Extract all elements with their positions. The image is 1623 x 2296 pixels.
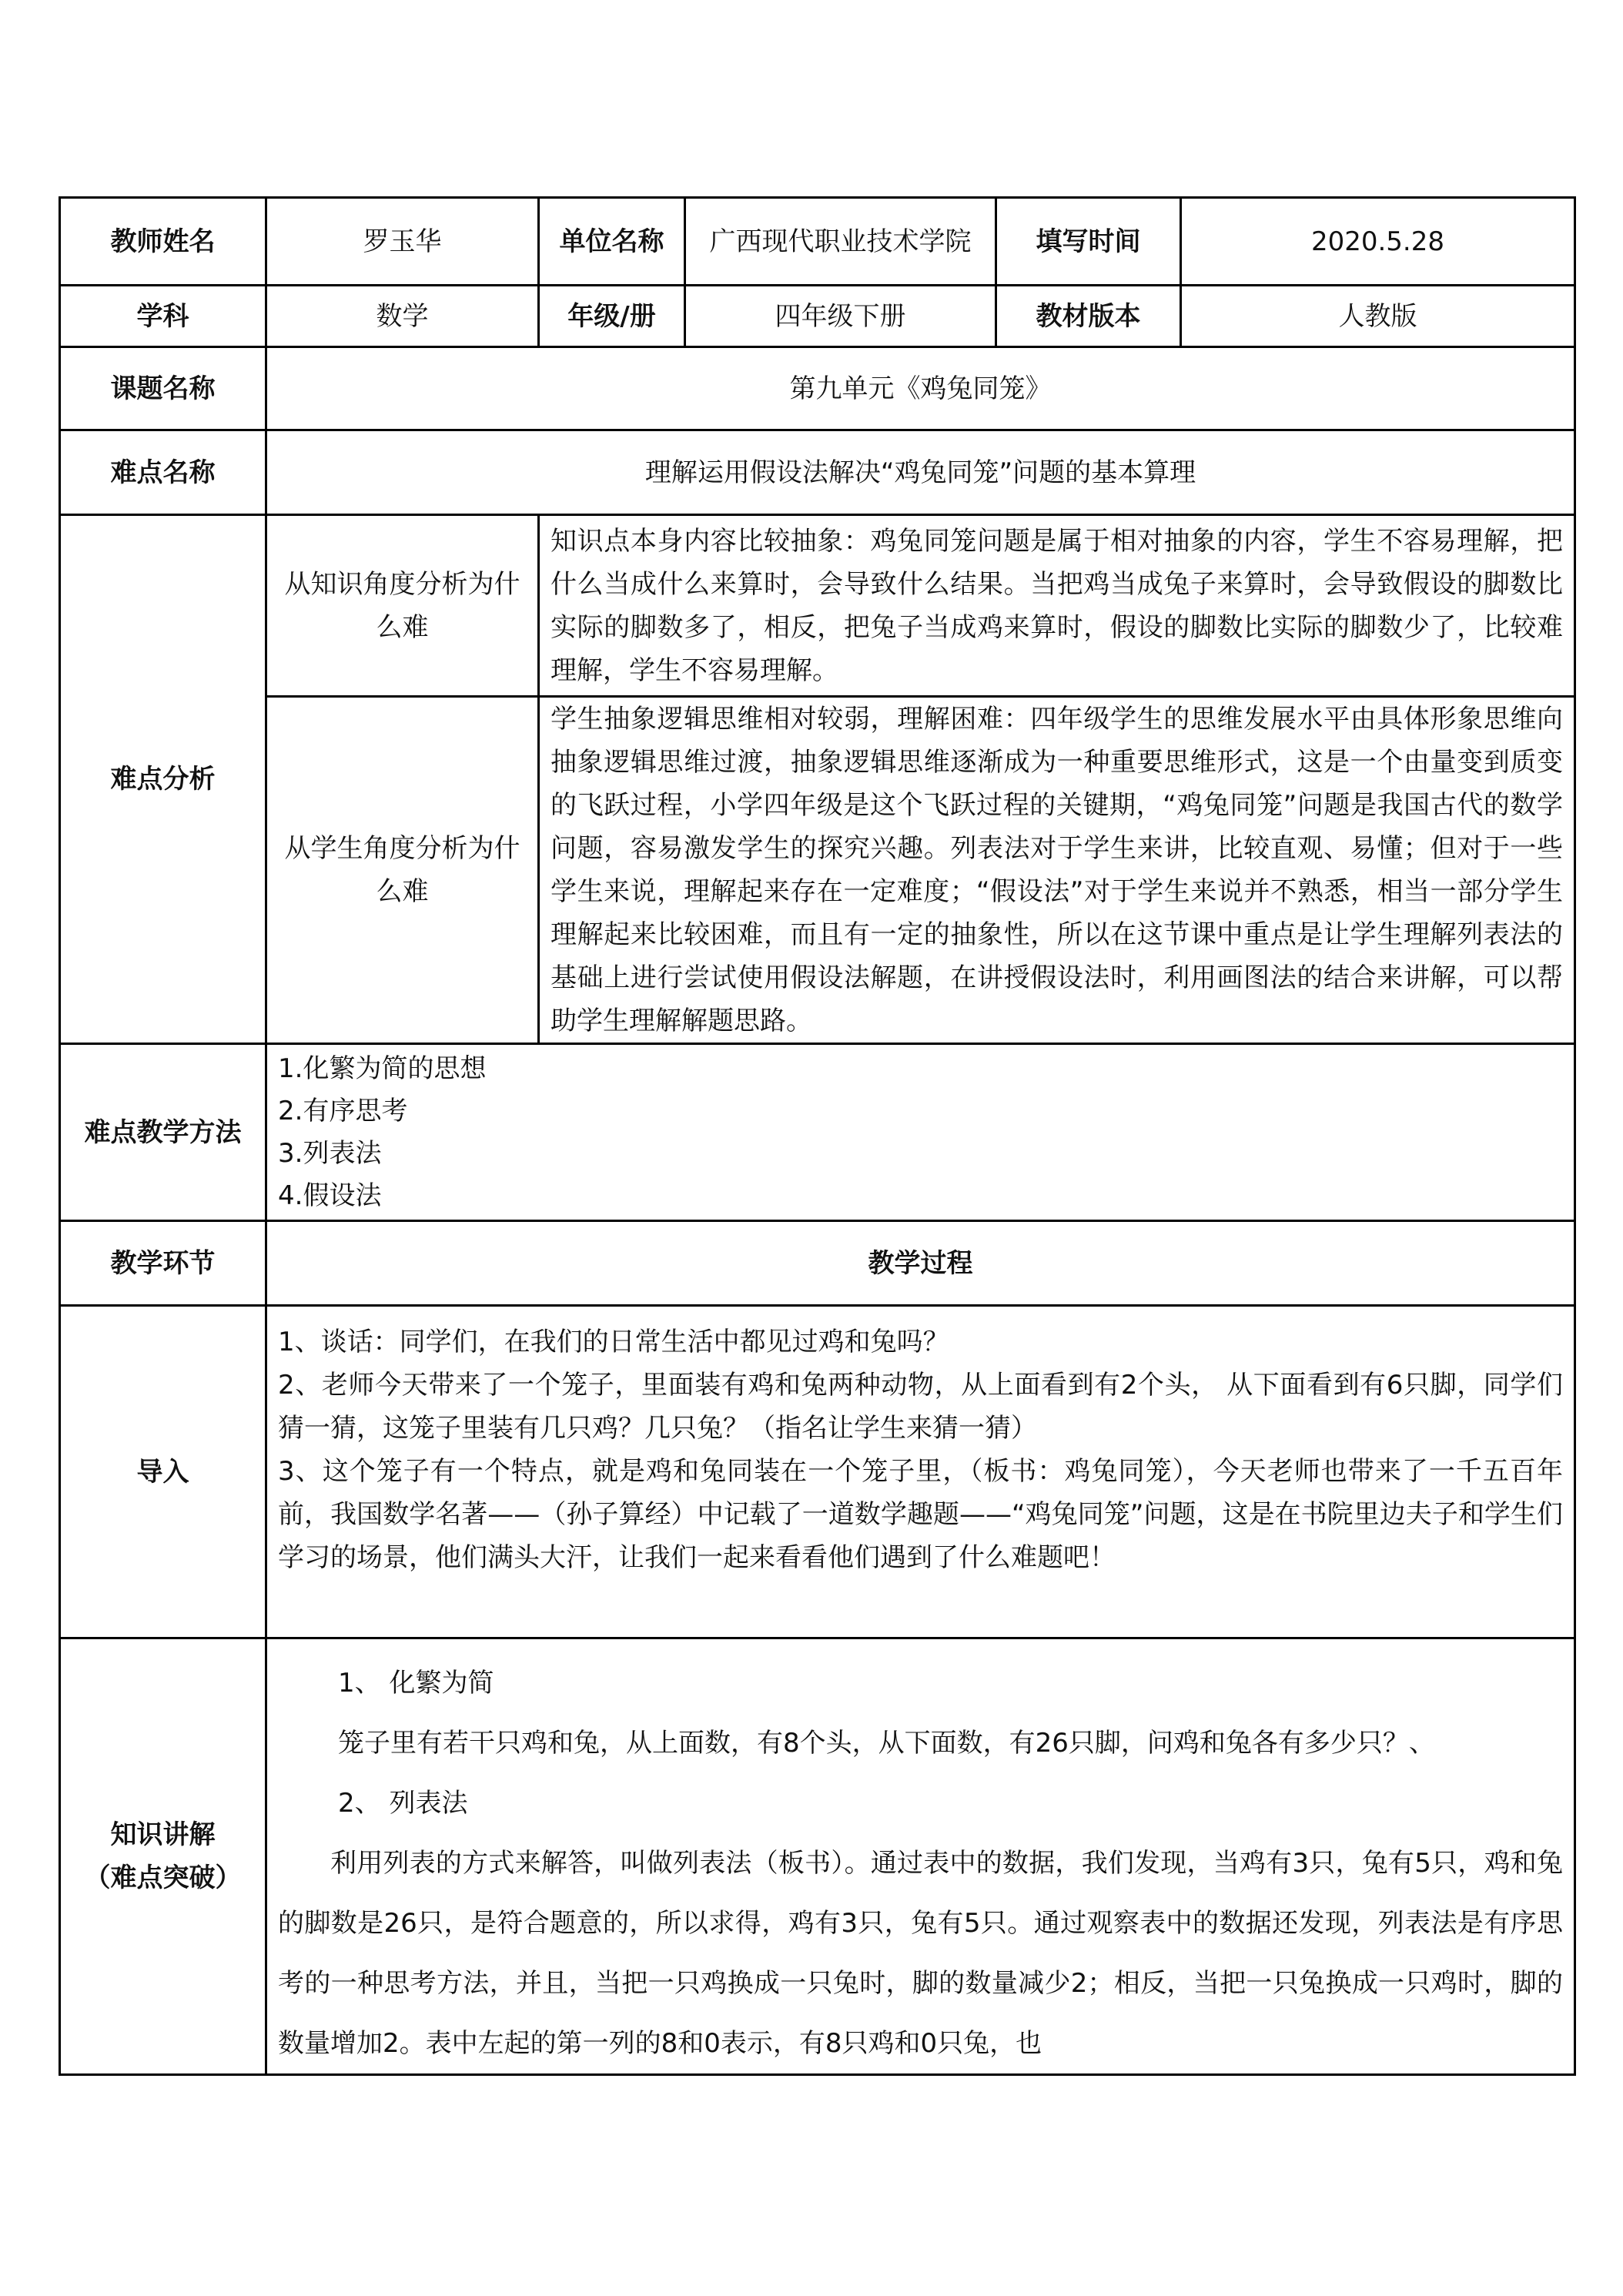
subject-label: 学科 (60, 286, 266, 347)
method-item: 4.假设法 (278, 1180, 382, 1211)
row-difficulty (60, 430, 1575, 515)
method-item: 2.有序思考 (278, 1095, 408, 1126)
analysis-knowledge-label: 从知识角度分析为什么难 (266, 515, 539, 697)
intro-label: 导入 (60, 1306, 266, 1638)
methods-label: 难点教学方法 (60, 1044, 266, 1221)
row-subject (60, 286, 1575, 347)
row-knowledge (60, 1638, 1575, 2075)
method-item: 3.列表法 (278, 1137, 382, 1169)
analysis-student-text: 学生抽象逻辑思维相对较弱，理解困难：四年级学生的思维发展水平由具体形象思维向抽象逻辑思维过渡，抽象逻辑思维逐渐成为一种重要思维形式，这是一个由量变到质变的飞跃过程，小学四年级是这个飞跃过程的关键期，“鸡兔同笼”问题是我国古代的数学问题，容易激发学生的探究兴趣。列表法对于学生来讲，比较直观、易懂；但对于一些学生来说，理解起来存在一定难度；“假设法”对于学生来说并不熟悉，相当一部分学生理解起来比较困难，而且有一定的抽象性，所以在这节课中重点是让学生理解列表法的基础上进行尝试使用假设法解题，在讲授假设法时，利用画图法的结合来讲解，可以帮助学生理解解题思路。 (539, 697, 1575, 1044)
row-process-header (60, 1221, 1575, 1306)
row-intro (60, 1306, 1575, 1638)
knowledge-heading: 1、 化繁为简 (338, 1668, 494, 1699)
knowledge-paragraph: 利用列表的方式来解答，叫做列表法（板书）。通过表中的数据，我们发现，当鸡有3只，兔有5只，鸡和兔的脚数是26只，是符合题意的，所以求得，鸡有3只，兔有5只。通过观察表中的数据还发现，列表法是有序思考的一种思考方法，并且，当把一只鸡换成一只兔时，脚的数量减少2；相反，当把一只兔换成一只鸡时，脚的数量增加2。表中左起的第一列的8和0表示，有8只鸡和0只兔，也 (278, 1848, 1563, 2059)
process-label: 教学环节 (60, 1221, 266, 1306)
knowledge-heading: 2、 列表法 (338, 1788, 468, 1819)
knowledge-content (266, 1638, 1575, 2075)
grade-value: 四年级下册 (685, 286, 996, 347)
analysis-label: 难点分析 (60, 515, 266, 1044)
lesson-plan-table (59, 196, 1576, 2076)
process-value: 教学过程 (266, 1221, 1575, 1306)
unit-label: 单位名称 (539, 198, 685, 286)
row-topic (60, 347, 1575, 430)
analysis-student-label: 从学生角度分析为什么难 (266, 697, 539, 1044)
intro-paragraph: 1、谈话：同学们，在我们的日常生活中都见过鸡和兔吗？ (278, 1327, 949, 1357)
time-label: 填写时间 (996, 198, 1181, 286)
topic-label: 课题名称 (60, 347, 266, 430)
edition-value: 人教版 (1181, 286, 1575, 347)
intro-content (266, 1306, 1575, 1638)
method-item: 1.化繁为简的思想 (278, 1053, 487, 1084)
difficulty-value: 理解运用假设法解决“鸡兔同笼”问题的基本算理 (266, 430, 1575, 515)
analysis-knowledge-text: 知识点本身内容比较抽象：鸡兔同笼问题是属于相对抽象的内容，学生不容易理解，把什么当成什么来算时，会导致什么结果。当把鸡当成兔子来算时，会导致假设的脚数比实际的脚数多了，相反，把兔子当成鸡来算时，假设的脚数比实际的脚数少了，比较难理解，学生不容易理解。 (539, 515, 1575, 697)
intro-paragraph: 2、老师今天带来了一个笼子，里面装有鸡和兔两种动物，从上面看到有2个头， 从下面看到有6只脚，同学们猜一猜，这笼子里装有几只鸡？几只兔？（指名让学生来猜一猜） (278, 1370, 1563, 1444)
row-teacher (60, 198, 1575, 286)
edition-label: 教材版本 (996, 286, 1181, 347)
row-analysis-knowledge (60, 515, 1575, 697)
knowledge-label-line2: （难点突破） (84, 1863, 242, 1893)
grade-label: 年级/册 (539, 286, 685, 347)
difficulty-label: 难点名称 (60, 430, 266, 515)
subject-value: 数学 (266, 286, 539, 347)
teacher-value: 罗玉华 (266, 198, 539, 286)
row-analysis-student (60, 697, 1575, 1044)
teacher-label: 教师姓名 (60, 198, 266, 286)
time-value: 2020.5.28 (1181, 198, 1575, 286)
row-methods (60, 1044, 1575, 1221)
unit-value: 广西现代职业技术学院 (685, 198, 996, 286)
methods-list (266, 1044, 1575, 1221)
knowledge-paragraph: 笼子里有若干只鸡和兔，从上面数，有8个头，从下面数，有26只脚，问鸡和兔各有多少只？、 (338, 1728, 1435, 1759)
intro-paragraph: 3、这个笼子有一个特点，就是鸡和兔同装在一个笼子里，（板书：鸡兔同笼），今天老师也带来了一千五百年前，我国数学名著——（孙子算经）中记载了一道数学趣题——“鸡兔同笼”问题，这是在书院里边夫子和学生们学习的场景，他们满头大汗，让我们一起来看看他们遇到了什么难题吧！ (278, 1456, 1563, 1573)
knowledge-label (60, 1638, 266, 2075)
topic-value: 第九单元《鸡兔同笼》 (266, 347, 1575, 430)
knowledge-label-line1: 知识讲解 (110, 1819, 216, 1850)
